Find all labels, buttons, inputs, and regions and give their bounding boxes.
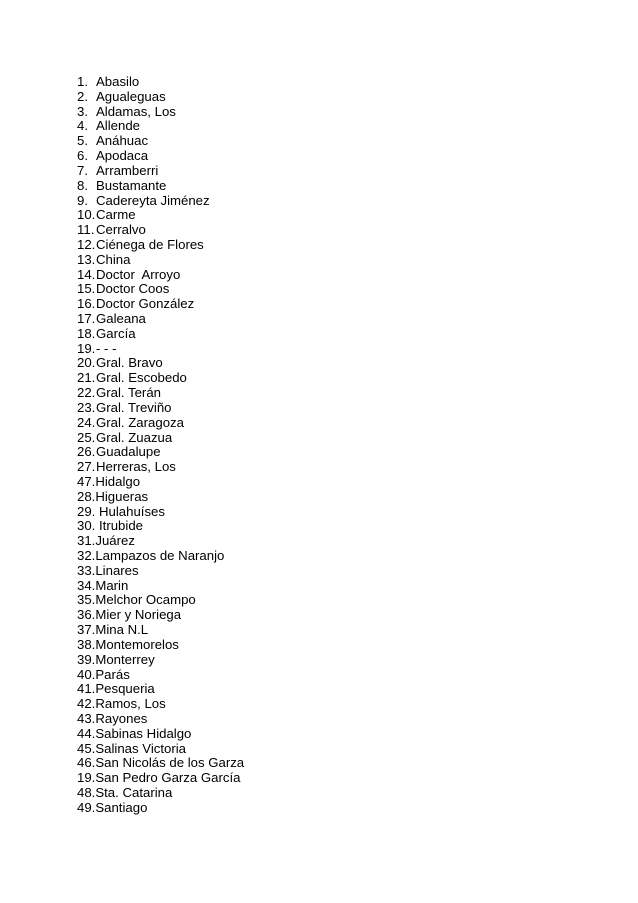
list-item-number: 4. <box>77 118 88 134</box>
list-item <box>77 416 244 431</box>
list-item-text: Gral. Escobedo <box>96 370 187 386</box>
list-item-text: Doctor González <box>96 296 195 312</box>
list-item <box>77 490 244 505</box>
list-item-text: Doctor Coos <box>96 281 170 297</box>
list-item <box>77 668 244 683</box>
list-item-number: 27. <box>77 459 96 475</box>
list-item-text: Parás <box>95 666 130 682</box>
list-item <box>77 208 244 223</box>
list-item-number: 10. <box>77 207 96 223</box>
list-item <box>77 638 244 653</box>
list-item <box>77 282 244 297</box>
list-item <box>77 653 244 668</box>
list-item-number: 29. <box>77 503 96 519</box>
list-item <box>77 475 244 490</box>
list-item <box>77 445 244 460</box>
list-item-number: 23. <box>77 399 96 415</box>
list-item <box>77 90 244 105</box>
list-item <box>77 623 244 638</box>
list-item-text: Melchor Ocampo <box>95 592 196 608</box>
list-item-text: Lampazos de Naranjo <box>95 548 225 563</box>
list-item-text: Marin <box>95 577 129 593</box>
list-item <box>77 268 244 283</box>
list-item-text: Sabinas Hidalgo <box>95 725 192 741</box>
list-item-number: 1. <box>77 74 88 89</box>
list-item <box>77 727 244 742</box>
list-item-number: 43. <box>77 710 96 726</box>
list-item <box>77 771 244 786</box>
list-item-number: 22. <box>77 385 96 401</box>
list-item <box>77 105 244 120</box>
list-item <box>77 297 244 312</box>
list-item-text: Guadalupe <box>96 444 161 460</box>
list-item-number: 8. <box>77 177 88 193</box>
list-item-number: 6. <box>77 148 88 164</box>
list-item-text: Gral. Terán <box>96 385 161 401</box>
list-item <box>77 342 244 357</box>
list-item <box>77 75 244 90</box>
list-item-number: 28. <box>77 488 96 504</box>
list-item-text: Arramberri <box>96 162 159 178</box>
list-item <box>77 327 244 342</box>
list-item-text: Mier y Noriega <box>95 607 182 623</box>
list-item <box>77 134 244 149</box>
list-item-text: Abasilo <box>96 74 140 89</box>
list-item <box>77 519 244 534</box>
list-item-number: 12. <box>77 236 96 252</box>
list-item-text: Bustamante <box>96 177 167 193</box>
list-item-number: 11. <box>77 222 95 238</box>
list-item-text: Allende <box>96 118 140 134</box>
list-item-number: 21. <box>77 370 96 386</box>
list-item-number: 7. <box>77 162 88 178</box>
list-item <box>77 505 244 520</box>
list-item <box>77 742 244 757</box>
list-item-number: 13. <box>77 251 96 267</box>
list-item <box>77 223 244 238</box>
list-item-number: 30. <box>77 518 96 534</box>
list-item-number: 37. <box>77 622 96 638</box>
list-item-text: Apodaca <box>96 148 149 164</box>
list-item <box>77 579 244 594</box>
list-item <box>77 712 244 727</box>
list-item-number: 49. <box>77 799 96 815</box>
list-item-text: García <box>96 325 136 341</box>
list-item-number: 15. <box>77 281 96 297</box>
list-item-number: 44. <box>77 725 96 741</box>
list-item-text: Cerralvo <box>96 222 146 238</box>
list-item-text: Cadereyta Jiménez <box>96 192 210 208</box>
list-item <box>77 179 244 194</box>
list-item-text: Gral. Treviño <box>96 399 172 415</box>
list-item-number: 39. <box>77 651 96 667</box>
list-item-number: 47. <box>77 473 96 489</box>
list-item <box>77 386 244 401</box>
list-item-text: Ramos, Los <box>95 696 166 712</box>
list-item <box>77 164 244 179</box>
list-item <box>77 801 244 816</box>
list-item-text: Montemorelos <box>95 636 179 652</box>
list-item <box>77 549 244 564</box>
list-item-text: Higueras <box>95 488 149 504</box>
list-item <box>77 786 244 801</box>
list-item-text: - - - <box>96 340 117 356</box>
list-item-text: Ciénega de Flores <box>96 236 204 252</box>
list-item-number: 25. <box>77 429 96 445</box>
list-item <box>77 401 244 416</box>
list-item <box>77 149 244 164</box>
list-item-number: 46. <box>77 755 96 771</box>
list-item-number: 19. <box>77 340 96 356</box>
list-item-number: 20. <box>77 355 96 371</box>
list-item-text: Hidalgo <box>95 473 141 489</box>
list-item-number: 24. <box>77 414 96 430</box>
list-item <box>77 431 244 446</box>
list-item-number: 45. <box>77 740 96 756</box>
list-item-text: Sta. Catarina <box>95 785 173 800</box>
list-item <box>77 608 244 623</box>
list-item-number: 17. <box>77 311 96 326</box>
list-item <box>77 356 244 371</box>
list-item-number: 9. <box>77 192 88 208</box>
list-item <box>77 682 244 697</box>
list-item-number: 36. <box>77 607 96 623</box>
list-item-text: Salinas Victoria <box>95 740 186 756</box>
list-item-text: San Pedro Garza García <box>95 770 241 786</box>
list-item <box>77 593 244 608</box>
list-item-number: 18. <box>77 325 96 341</box>
list-item-text: Aldamas, Los <box>96 103 176 119</box>
list-item-text: Galeana <box>96 311 146 326</box>
list-item-number: 42. <box>77 696 96 712</box>
list-item-number: 19. <box>77 770 96 786</box>
list-item-text: Gral. Bravo <box>96 355 163 371</box>
list-item-number: 5. <box>77 133 88 149</box>
list-item-text: Herreras, Los <box>96 459 176 475</box>
list-item-text: Mina N.L <box>95 622 149 638</box>
list-item-number: 34. <box>77 577 96 593</box>
list-item-number: 31. <box>77 533 96 549</box>
list-item-number: 35. <box>77 592 96 608</box>
list-item <box>77 371 244 386</box>
list-item-text: Carme <box>96 207 136 223</box>
list-item <box>77 697 244 712</box>
list-item <box>77 238 244 253</box>
list-item-text: China <box>96 251 131 267</box>
list-item-number: 14. <box>77 266 96 282</box>
list-item-number: 3. <box>77 103 88 119</box>
list-item-number: 2. <box>77 88 88 104</box>
list-item-text: Monterrey <box>95 651 155 667</box>
list-item <box>77 460 244 475</box>
list-item <box>77 119 244 134</box>
list-item-number: 26. <box>77 444 96 460</box>
list-item <box>77 534 244 549</box>
list-item-number: 48. <box>77 785 96 800</box>
list-item-text: Rayones <box>95 710 148 726</box>
list-item-text: Santiago <box>95 799 148 815</box>
list-item-text: Agualeguas <box>96 88 166 104</box>
list-item-text: Itrubide <box>95 518 143 534</box>
list-item <box>77 564 244 579</box>
list-item-text: Doctor Arroyo <box>96 266 181 282</box>
list-item-number: 41. <box>77 681 96 697</box>
list-item-number: 40. <box>77 666 96 682</box>
list-item-text: Gral. Zaragoza <box>96 414 184 430</box>
municipality-list <box>77 75 244 816</box>
list-item-text: San Nicolás de los Garza <box>95 755 245 771</box>
list-item-text: Hulahuíses <box>95 503 165 519</box>
list-item-text: Pesqueria <box>95 681 155 697</box>
list-item-number: 32. <box>77 548 96 563</box>
list-item <box>77 756 244 771</box>
list-item-number: 38. <box>77 636 96 652</box>
list-item-number: 16. <box>77 296 96 312</box>
list-item-number: 33. <box>77 562 96 578</box>
list-item-text: Anáhuac <box>96 133 149 149</box>
list-item <box>77 253 244 268</box>
list-item <box>77 194 244 209</box>
list-item <box>77 312 244 327</box>
list-item-text: Juárez <box>95 533 135 549</box>
list-item-text: Gral. Zuazua <box>96 429 173 445</box>
list-item-text: Linares <box>95 562 139 578</box>
